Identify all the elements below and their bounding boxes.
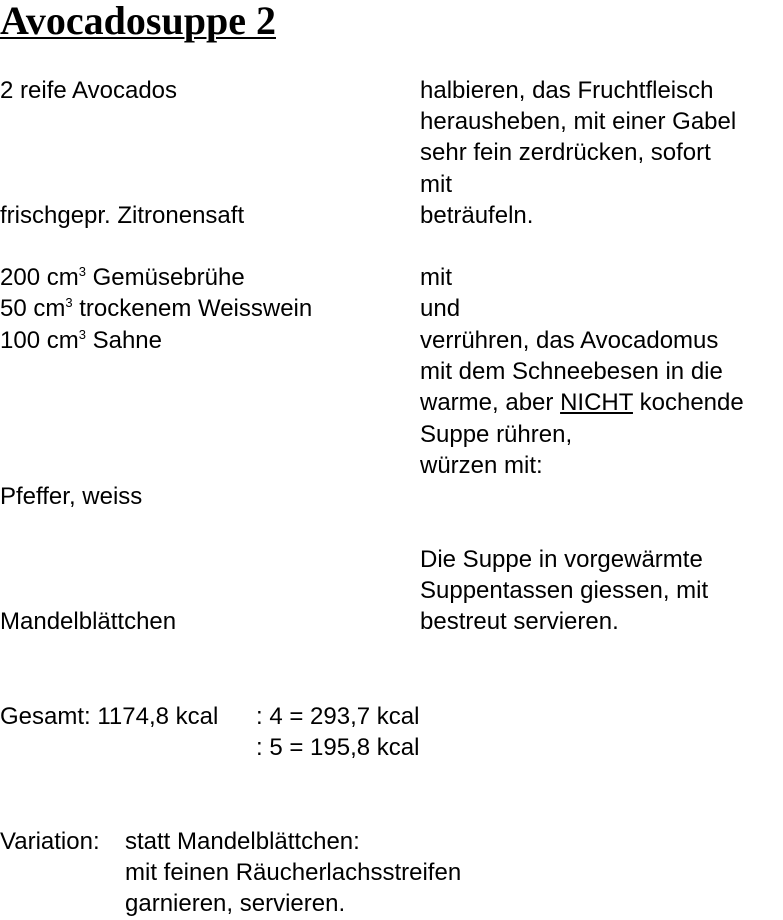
ingredient-amount: 200 cm [0, 264, 79, 291]
totals-per-5: : 5 = 195,8 kcal [256, 734, 420, 761]
instruction-line: verrühren, das Avocadomus [420, 327, 719, 354]
instruction-line: Suppe rühren, [420, 420, 573, 448]
instruction-line: Suppentassen giessen, mit [420, 577, 709, 605]
variation-line: statt Mandelblättchen: [125, 828, 360, 855]
ingredient [0, 325, 162, 356]
ingredient-name: Sahne [85, 327, 163, 354]
ingredient: Mandelblättchen [0, 608, 177, 635]
instruction-line [420, 387, 744, 418]
instruction-line: mit [420, 170, 452, 198]
instruction-block [420, 544, 708, 606]
instruction-line: mit [420, 264, 452, 291]
instruction-line: würzen mit: [420, 451, 543, 479]
variation-line: mit feinen Räucherlachsstreifen [125, 859, 462, 887]
totals-per-4: : 4 = 293,7 kcal [256, 703, 420, 730]
instruction-line: sehr fein zerdrücken, sofort [420, 139, 711, 167]
variation-label: Variation: [0, 828, 100, 855]
instruction-line: und [420, 295, 461, 322]
instruction-text: warme, aber [420, 389, 561, 417]
instruction-line: herausheben, mit einer Gabel [420, 108, 737, 136]
superscript-3: 3 [78, 264, 86, 279]
instruction-text: kochende [632, 389, 744, 417]
ingredient: 2 reife Avocados [0, 77, 178, 104]
instruction-line: bestreut servieren. [420, 608, 619, 635]
instruction-block [420, 200, 533, 231]
ingredient-amount: 100 cm [0, 327, 79, 354]
instruction-block [420, 325, 744, 481]
ingredient-name: trockenem Weisswein [72, 295, 313, 322]
instruction-block [420, 293, 460, 324]
ingredient: frischgepr. Zitronensaft [0, 202, 245, 229]
instruction-line: halbieren, das Fruchtfleisch [420, 77, 714, 104]
instruction-line: beträufeln. [420, 202, 534, 229]
instruction-line: mit dem Schneebesen in die [420, 358, 723, 386]
variation-text [125, 826, 461, 920]
instruction-block [420, 262, 452, 293]
instruction-line: Die Suppe in vorgewärmte [420, 546, 703, 573]
ingredient: Pfeffer, weiss [0, 483, 143, 510]
ingredient-amount: 50 cm [0, 295, 66, 322]
instruction-block [420, 75, 736, 200]
totals-label: Gesamt: 1174,8 kcal [0, 703, 219, 730]
ingredient [0, 293, 312, 324]
emphasis-underlined: NICHT [560, 389, 633, 417]
ingredient [0, 262, 245, 293]
superscript-3: 3 [65, 295, 73, 310]
recipe-title: Avocadosuppe 2 [0, 0, 276, 43]
variation-line: garnieren, servieren. [125, 890, 346, 918]
instruction-block [420, 606, 619, 637]
ingredient-name: Gemüsebrühe [85, 264, 245, 291]
superscript-3: 3 [78, 327, 86, 342]
